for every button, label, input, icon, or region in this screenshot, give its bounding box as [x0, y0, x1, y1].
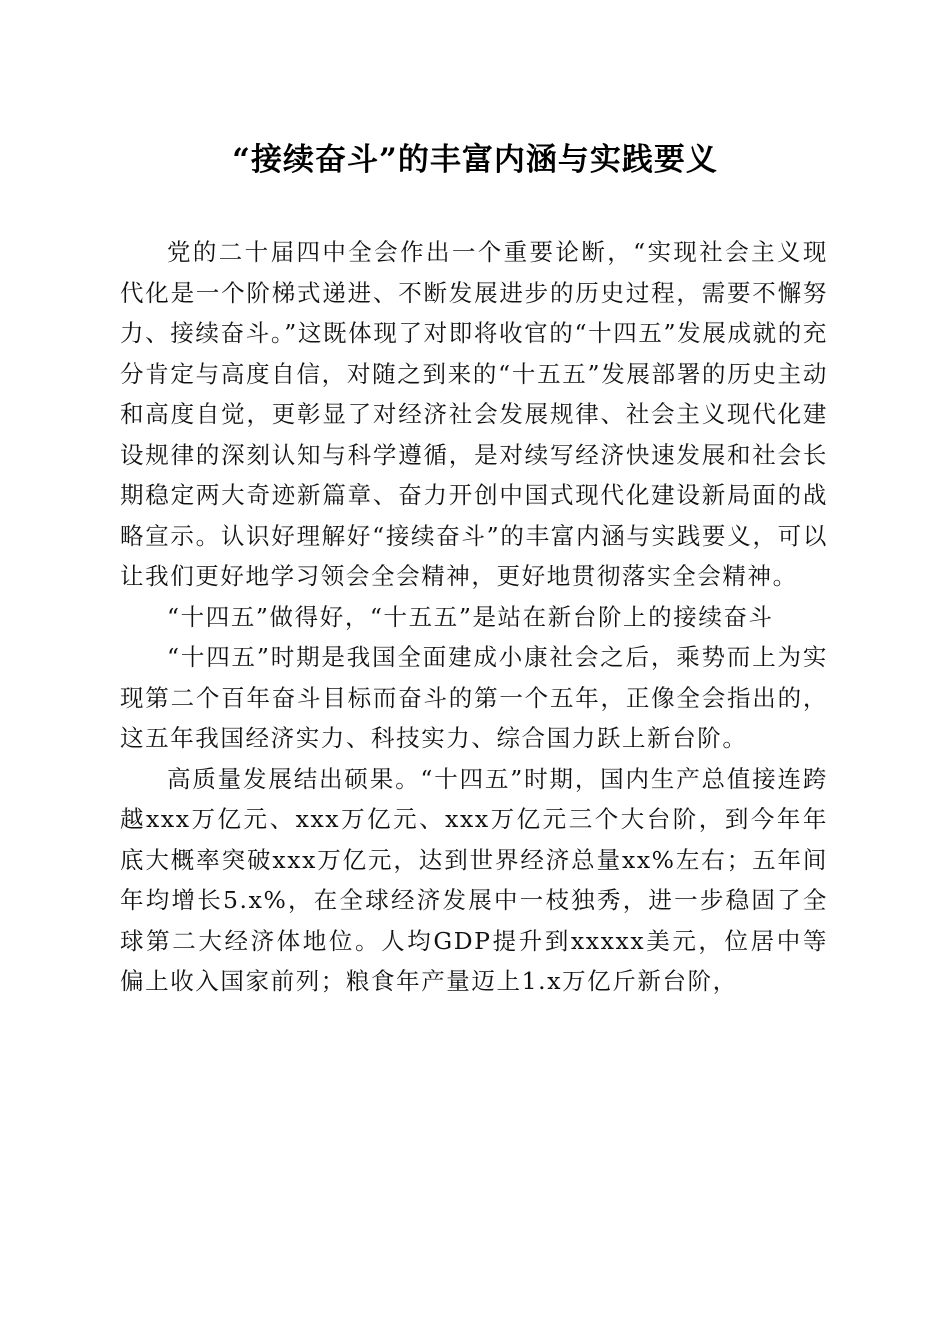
- paragraph-period: “十四五”时期是我国全面建成小康社会之后，乘势而上为实现第二个百年奋斗目标而奋斗的第一个五年，正像全会指出的，这五年我国经济实力、科技实力、综合国力跃上新台阶。: [120, 643, 828, 752]
- document-title: “接续奋斗”的丰富内涵与实践要义: [232, 142, 718, 178]
- document-body: [120, 232, 828, 1002]
- paragraph-achievements: 高质量发展结出硕果。“十四五”时期，国内生产总值接连跨越xxx万亿元、xxx万亿元、xxx万亿元三个大台阶，到今年年底大概率突破xxx万亿元，达到世界经济总量xx%左右；五年间年均增长5.x%，在全球经济发展中一枝独秀，进一步稳固了全球第二大经济体地位。人均GDP提升到xxxxx美元，位居中等偏上收入国家前列；粮食年产量迈上1.x万亿斤新台阶，: [120, 764, 828, 995]
- section-heading: “十四五”做得好，“十五五”是站在新台阶上的接续奋斗: [167, 602, 774, 631]
- paragraph-intro: 党的二十届四中全会作出一个重要论断，“实现社会主义现代化是一个阶梯式递进、不断发展进步的历史过程，需要不懈努力、接续奋斗。”这既体现了对即将收官的“十四五”发展成就的充分肯定与高度自信，对随之到来的“十五五”发展部署的历史主动和高度自觉，更彰显了对经济社会发展规律、社会主义现代化建设规律的深刻认知与科学遵循，是对续写经济快速发展和社会长期稳定两大奇迹新篇章、奋力开创中国式现代化建设新局面的战略宣示。认识好理解好“接续奋斗”的丰富内涵与实践要义，可以让我们更好地学习领会全会精神，更好地贯彻落实全会精神。: [120, 238, 828, 590]
